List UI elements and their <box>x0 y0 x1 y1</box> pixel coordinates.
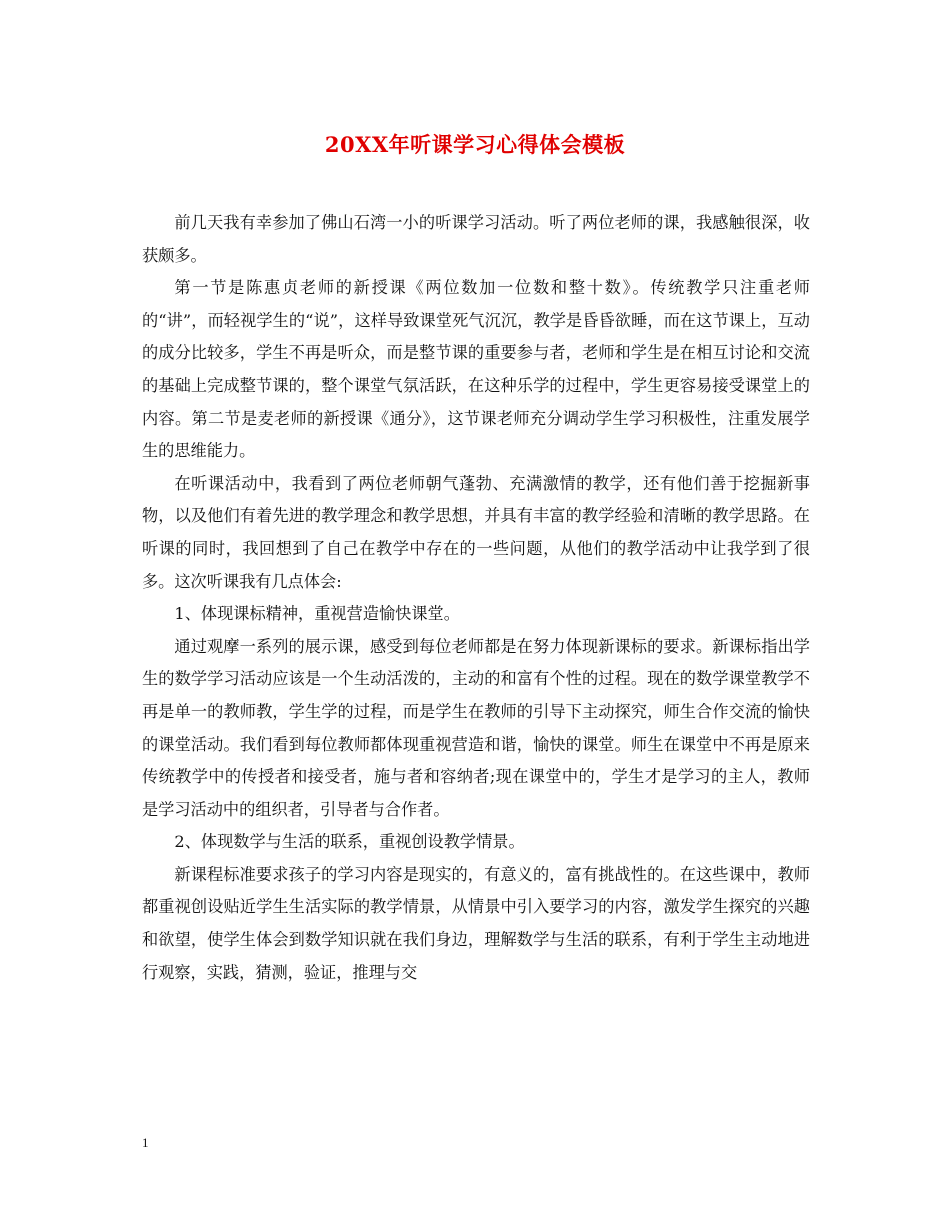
document-title: 20XX年听课学习心得体会模板 <box>324 132 626 157</box>
paragraph-point-1: 通过观摩一系列的展示课，感受到每位老师都是在努力体现新课标的要求。新课标指出学生的数学学习活动应该是一个生动活泼的，主动的和富有个性的过程。现在的数学课堂教学不再是单一的教师教，学生学的过程，而是学生在教师的引导下主动探究，师生合作交流的愉快的课堂活动。我们看到每位教师都体现重视营造和谐，愉快的课堂。师生在课堂中不再是原来传统教学中的传授者和接受者，施与者和容纳者;现在课堂中的，学生才是学习的主人，教师是学习活动中的组织者，引导者与合作者。 <box>142 636 810 819</box>
paragraph-first-lesson: 第一节是陈惠贞老师的新授课《两位数加一位数和整十数》。传统教学只注重老师的“讲”，而轻视学生的“说”，这样导致课堂死气沉沉，教学是昏昏欲睡，而在这节课上，互动的成分比较多，学生不再是听众，而是整节课的重要参与者，老师和学生是在相互讨论和交流的基础上完成整节课的，整个课堂气氛活跃，在这种乐学的过程中，学生更容易接受课堂上的内容。第二节是麦老师的新授课《通分》，这节课老师充分调动学生学习积极性，注重发展学生的思维能力。 <box>142 278 810 461</box>
paragraph-intro: 前几天我有幸参加了佛山石湾一小的听课学习活动。听了两位老师的课，我感触很深，收获颇多。 <box>142 213 810 265</box>
point-1-heading: 1、体现课标精神，重视营造愉快课堂。 <box>174 604 460 624</box>
point-2-heading: 2、体现数学与生活的联系，重视创设教学情景。 <box>174 832 525 852</box>
paragraph-observations: 在听课活动中，我看到了两位老师朝气蓬勃、充满激情的教学，还有他们善于挖掘新事物，以及他们有着先进的教学理念和教学思想，并具有丰富的教学经验和清晰的教学思路。在听课的同时，我回想到了自己在教学中存在的一些问题，从他们的教学活动中让我学到了很多。这次听课我有几点体会: <box>142 473 810 591</box>
page-number: 1 <box>142 1135 149 1150</box>
paragraph-point-2: 新课程标准要求孩子的学习内容是现实的，有意义的，富有挑战性的。在这些课中，教师都重视创设贴近学生生活实际的教学情景，从情景中引入要学习的内容，激发学生探究的兴趣和欲望，使学生体会到数学知识就在我们身边，理解数学与生活的联系，有利于学生主动地进行观察，实践，猜测，验证，推理与交 <box>142 864 810 982</box>
document-body <box>142 207 810 989</box>
